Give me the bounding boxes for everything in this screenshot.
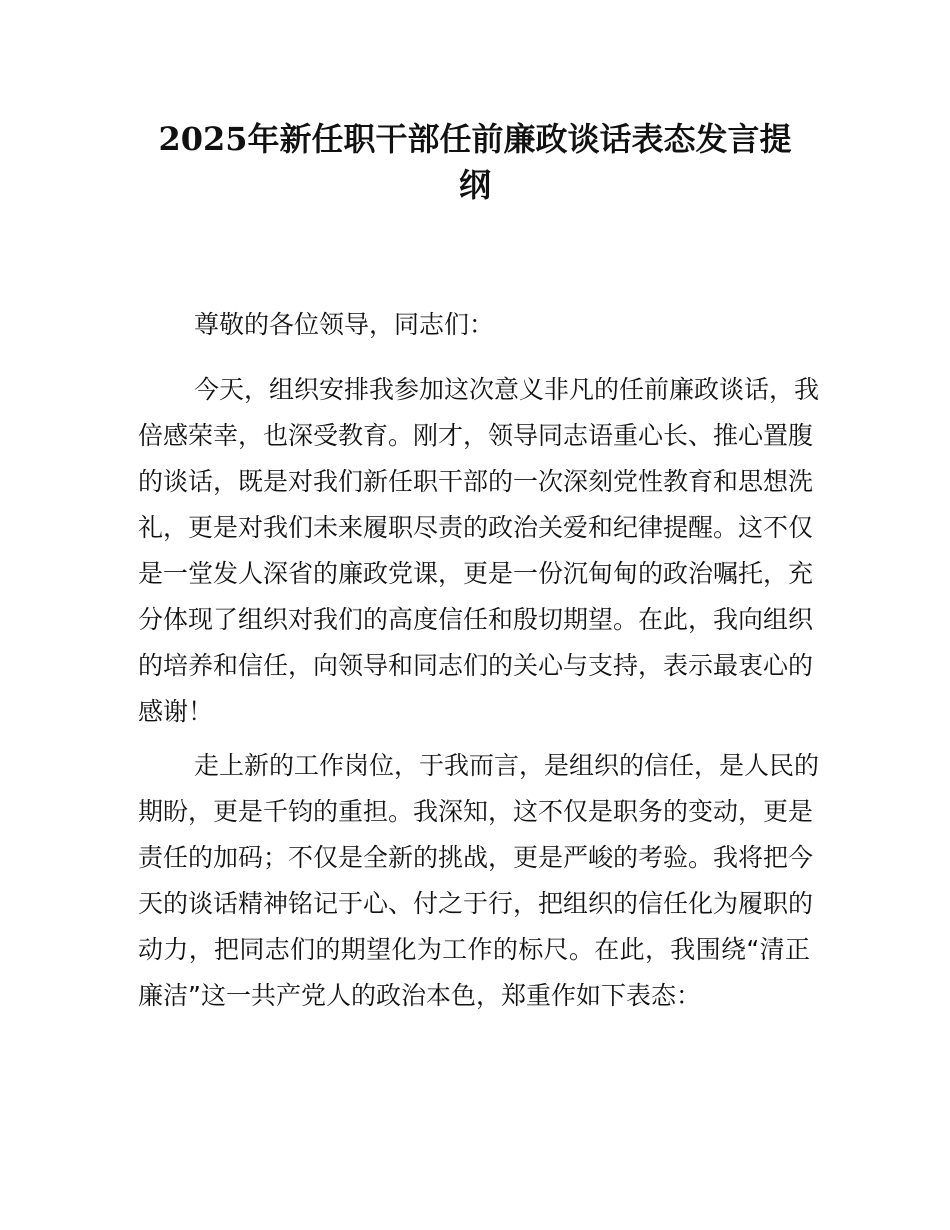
text-line: 的培养和信任，向领导和同志们的关心与支持，表示最衷心的: [138, 651, 814, 680]
text-line: 动力，把同志们的期望化为工作的标尺。在此，我围绕“清正: [138, 935, 810, 964]
text-line: 礼，更是对我们未来履职尽责的政治关爱和纪律提醒。这不仅: [138, 513, 814, 542]
text-line: 今天，组织安排我参加这次意义非凡的任前廉政谈话，我: [194, 375, 820, 404]
salutation-text: 尊敬的各位领导，同志们：: [194, 310, 495, 339]
salutation: [138, 302, 810, 348]
text-line: 走上新的工作岗位，于我而言，是组织的信任，是人民的: [194, 751, 820, 780]
text-line: 感谢！: [138, 697, 214, 726]
title-line: 2025年新任职干部任前廉政谈话表态发言提: [158, 120, 792, 158]
paragraph-2: [138, 743, 820, 1019]
text-line: 是一堂发人深省的廉政党课，更是一份沉甸甸的政治嘱托，充: [138, 559, 814, 588]
text-line: 的谈话，既是对我们新任职干部的一次深刻党性教育和思想洗: [138, 467, 814, 496]
title-line: 纲: [458, 166, 491, 204]
text-line: 期盼，更是千钧的重担。我深知，这不仅是职务的变动，更是: [138, 797, 814, 826]
text-line: 天的谈话精神铭记于心、付之于行，把组织的信任化为履职的: [138, 889, 814, 918]
document-title: [120, 116, 830, 208]
text-line: 分体现了组织对我们的高度信任和殷切期望。在此，我向组织: [138, 605, 814, 634]
text-line: 廉洁”这一共产党人的政治本色，郑重作如下表态：: [138, 981, 701, 1010]
text-line: 倍感荣幸，也深受教育。刚才，领导同志语重心长、推心置腹: [138, 421, 814, 450]
text-line: 责任的加码；不仅是全新的挑战，更是严峻的考验。我将把今: [138, 843, 814, 872]
document-body: [138, 302, 820, 1019]
paragraph-1: [138, 367, 820, 735]
